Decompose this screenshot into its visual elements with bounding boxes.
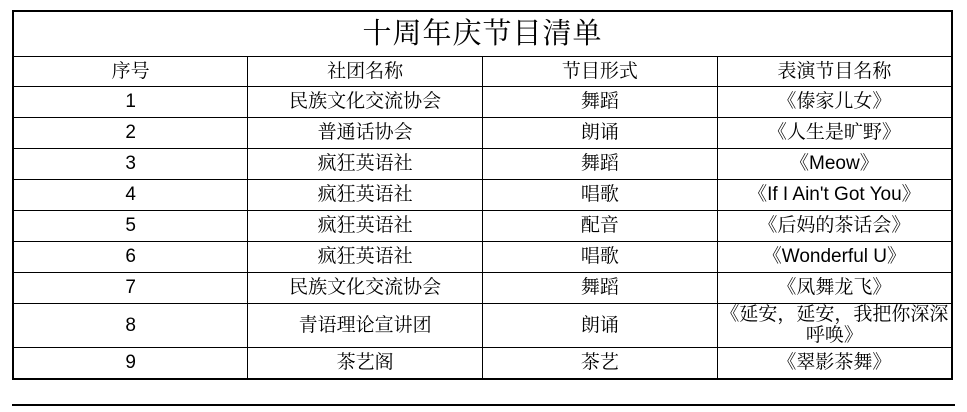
cell-index: 1 xyxy=(13,87,248,118)
column-header-index: 序号 xyxy=(13,57,248,87)
table-row xyxy=(13,304,952,348)
table-row xyxy=(13,87,952,118)
cell-form: 舞蹈 xyxy=(483,149,718,180)
cell-form: 朗诵 xyxy=(483,118,718,149)
table-row xyxy=(13,118,952,149)
table-header-row xyxy=(13,57,952,87)
cell-club: 疯狂英语社 xyxy=(248,149,483,180)
cell-club: 民族文化交流协会 xyxy=(248,87,483,118)
bottom-divider xyxy=(12,404,955,406)
cell-program: 《凤舞龙飞》 xyxy=(717,273,952,304)
table-title-row xyxy=(13,11,952,57)
column-header-club: 社团名称 xyxy=(248,57,483,87)
table-body xyxy=(13,11,952,379)
column-header-program: 表演节目名称 xyxy=(717,57,952,87)
cell-club: 疯狂英语社 xyxy=(248,180,483,211)
cell-club: 民族文化交流协会 xyxy=(248,273,483,304)
cell-form: 唱歌 xyxy=(483,242,718,273)
cell-index: 6 xyxy=(13,242,248,273)
cell-index: 9 xyxy=(13,347,248,379)
cell-form: 舞蹈 xyxy=(483,87,718,118)
table-row xyxy=(13,273,952,304)
cell-program: 《傣家儿女》 xyxy=(717,87,952,118)
cell-index: 5 xyxy=(13,211,248,242)
cell-club: 青语理论宣讲团 xyxy=(248,304,483,348)
cell-index: 8 xyxy=(13,304,248,348)
cell-index: 7 xyxy=(13,273,248,304)
cell-program: 《后妈的茶话会》 xyxy=(717,211,952,242)
cell-program: 《Wonderful U》 xyxy=(717,242,952,273)
cell-program: 《延安，延安，我把你深深呼唤》 xyxy=(717,304,952,348)
cell-index: 3 xyxy=(13,149,248,180)
cell-program: 《If I Ain't Got You》 xyxy=(717,180,952,211)
cell-club: 疯狂英语社 xyxy=(248,211,483,242)
program-table xyxy=(12,10,953,380)
table-row xyxy=(13,211,952,242)
table-row xyxy=(13,180,952,211)
cell-club: 疯狂英语社 xyxy=(248,242,483,273)
cell-index: 4 xyxy=(13,180,248,211)
table-row xyxy=(13,347,952,379)
cell-form: 配音 xyxy=(483,211,718,242)
table-row xyxy=(13,242,952,273)
cell-club: 普通话协会 xyxy=(248,118,483,149)
cell-club: 茶艺阁 xyxy=(248,347,483,379)
cell-form: 朗诵 xyxy=(483,304,718,348)
cell-program: 《翠影茶舞》 xyxy=(717,347,952,379)
cell-index: 2 xyxy=(13,118,248,149)
cell-program: 《人生是旷野》 xyxy=(717,118,952,149)
cell-form: 唱歌 xyxy=(483,180,718,211)
cell-form: 舞蹈 xyxy=(483,273,718,304)
column-header-form: 节目形式 xyxy=(483,57,718,87)
table-title: 十周年庆节目清单 xyxy=(13,11,952,57)
cell-program: 《Meow》 xyxy=(717,149,952,180)
table-row xyxy=(13,149,952,180)
cell-form: 茶艺 xyxy=(483,347,718,379)
